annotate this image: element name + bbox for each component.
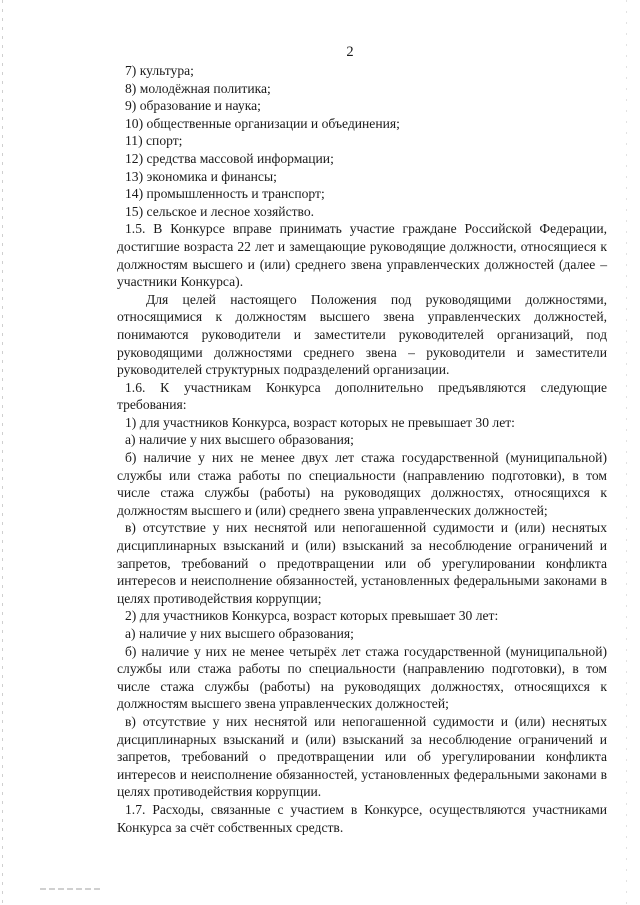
list-item: 10) общественные организации и объединения; <box>125 115 400 131</box>
scan-artifact <box>40 888 100 890</box>
paragraph-1-5: 1.5. В Конкурсе вправе принимать участие граждане Российской Федерации, достигшие возраста 22 лет и замещающие руководящие должности, относящиеся к должностям высшего и (или) среднего звена управленческих должностей (далее – участники Конкурса). <box>117 221 607 290</box>
requirement-1-title: 1) для участников Конкурса, возраст которых не превышает 30 лет: <box>125 414 515 430</box>
list-item: 14) промышленность и транспорт; <box>125 186 325 202</box>
document-body <box>117 62 607 836</box>
list-item: 12) средства массовой информации; <box>125 150 334 166</box>
page-number: 2 <box>346 44 354 60</box>
paragraph-1-6: 1.6. К участникам Конкурса дополнительно предъявляются следующие требования: <box>117 379 607 413</box>
list-item: 11) спорт; <box>125 133 183 149</box>
list-item: 9) образование и наука; <box>125 98 261 114</box>
paragraph-definition: Для целей настоящего Положения под руководящими должностями, относящимися к должностям высшего звена управленческих должностей, понимаются руководители и заместители руководителей организаций, под руководящими должностями среднего звена – руководители и заместители руководителей структурных подразделений организации. <box>117 291 607 378</box>
scan-edge-right <box>626 0 627 905</box>
requirement-1-c: в) отсутствие у них неснятой или непогашенной судимости и (или) неснятых дисциплинарных взысканий и (или) взысканий за несоблюдение ограничений и запретов, требований о предотвращении или об урегулировании конфликта интересов и неисполнение обязанностей, установленных федеральными законами в целях противодействия коррупции; <box>117 520 607 606</box>
list-item: 15) сельское и лесное хозяйство. <box>125 203 315 219</box>
requirement-2-b: б) наличие у них не менее четырёх лет стажа государственной (муниципальной) службы или стажа работы по специальности (направлению подготовки), в том числе стажа службы (работы) на руководящих должностях, относящихся к должностям высшего звена управленческих должностей; <box>117 643 607 712</box>
scan-edge-left <box>2 0 3 905</box>
list-item: 7) культура; <box>125 63 194 78</box>
list-item: 13) экономика и финансы; <box>125 168 277 184</box>
requirement-2-c: в) отсутствие у них неснятой или непогашенной судимости и (или) неснятых дисциплинарных взысканий и (или) взысканий за несоблюдение ограничений и запретов, требований о предотвращении или об урегулировании конфликта интересов и неисполнение обязанностей, установленных федеральными законами в целях противодействия коррупции. <box>117 713 607 800</box>
requirement-2-title: 2) для участников Конкурса, возраст которых превышает 30 лет: <box>125 608 499 624</box>
paragraph-1-7: 1.7. Расходы, связанные с участием в Конкурсе, осуществляются участниками Конкурса за счёт собственных средств. <box>117 801 607 835</box>
requirement-2-a: а) наличие у них высшего образования; <box>125 626 354 641</box>
requirement-1-b: б) наличие у них не менее двух лет стажа государственной (муниципальной) службы или стажа работы по специальности (направлению подготовки), в том числе стажа службы (работы) на руководящих должностях, относящихся к должностям высшего и (или) среднего звена управленческих должностей; <box>117 450 607 518</box>
requirement-1-a: а) наличие у них высшего образования; <box>125 432 354 448</box>
list-item: 8) молодёжная политика; <box>125 80 271 96</box>
